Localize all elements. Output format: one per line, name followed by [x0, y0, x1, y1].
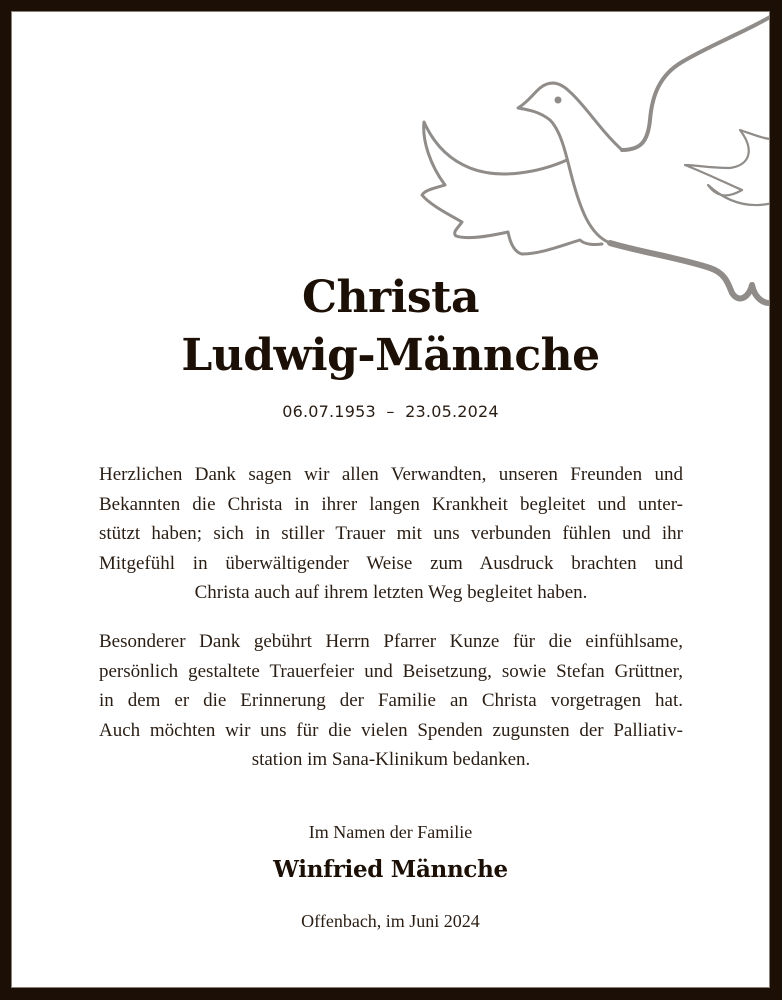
text-line: Besonderer Dank gebührt Herrn Pfarrer Kunze für die einfühlsame,: [99, 631, 683, 652]
text-line: station im Sana-Klinikum bedanken.: [251, 749, 531, 770]
obituary-card: [12, 12, 769, 987]
text-line: Bekannten die Christa in ihrer langen Krankheit begleitet und unter-: [99, 493, 683, 515]
text-line: Auch möchten wir uns für die vielen Spenden zugunsten der Palliativ-: [99, 719, 683, 741]
text-line: stützt haben; sich in stiller Trauer mit uns verbunden fühlen und ihr: [99, 523, 683, 544]
thanks-paragraph-2: [99, 627, 683, 775]
signoff-place-date: Offenbach, im Juni 2024: [301, 911, 480, 931]
signoff-intro: Im Namen der Familie: [308, 822, 473, 842]
text-line: Mitgefühl in überwältigender Weise zum Ausdruck brachten und: [99, 552, 683, 574]
life-dates: 06.07.1953 – 23.05.2024: [282, 402, 499, 421]
text-line: in dem er die Erinnerung der Familie an Christa vorgetragen hat.: [99, 690, 683, 711]
text-line: Christa auch auf ihrem letzten Weg begleitet haben.: [194, 582, 588, 603]
text-line: persönlich gestaltete Trauerfeier und Beisetzung, sowie Stefan Grüttner,: [99, 660, 683, 682]
deceased-last-name: Ludwig-Männche: [181, 330, 600, 381]
signoff-name: Winfried Männche: [273, 856, 508, 883]
deceased-first-name: Christa: [301, 272, 479, 323]
thanks-paragraph-1: [99, 460, 683, 608]
text-line: Herzlichen Dank sagen wir allen Verwandten, unseren Freunden und: [99, 464, 683, 485]
